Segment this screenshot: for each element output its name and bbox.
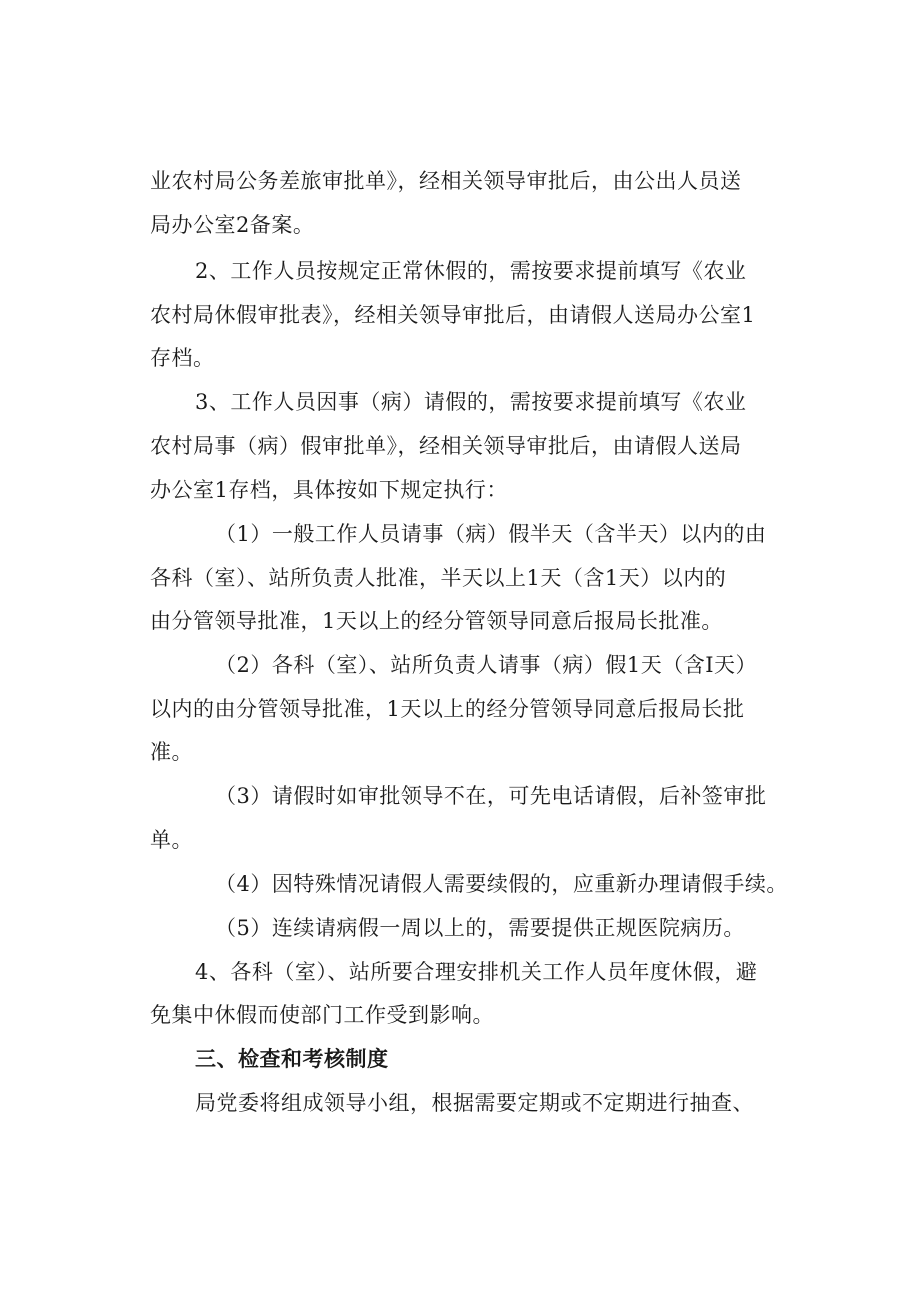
paragraph-line: 业农村局公务差旅审批单》，经相关领导审批后，由公出人员送: [150, 169, 742, 193]
paragraph-line: 准。: [150, 740, 193, 764]
paragraph-line: （3）请假时如审批领导不在，可先电话请假，后补签审批: [215, 784, 767, 808]
paragraph-line: （2）各科（室）、站所负责人请事（病）假1天（含I天）: [215, 653, 758, 677]
paragraph-line: 农村局事（病）假审批单》，经相关领导审批后，由请假人送局: [150, 434, 742, 458]
section-heading: 三、检查和考核制度: [195, 1047, 389, 1071]
paragraph-line: 3、工作人员因事（病）请假的，需按要求提前填写《农业: [195, 390, 747, 414]
paragraph-line: （5）连续请病假一周以上的，需要提供正规医院病历。: [215, 916, 745, 940]
paragraph-line: 农村局休假审批表》，经相关领导审批后，由请假人送局办公室1: [150, 303, 756, 327]
paragraph-line: 各科（室）、站所负责人批准，半天以上1天（含1天）以内的: [150, 566, 727, 590]
paragraph-line: 局办公室2备案。: [150, 213, 315, 237]
paragraph-line: 由分管领导批准，1天以上的经分管领导同意后报局长批准。: [150, 609, 723, 633]
paragraph-line: 单。: [150, 828, 193, 852]
paragraph-line: 2、工作人员按规定正常休假的，需按要求提前填写《农业: [195, 259, 747, 283]
paragraph-line: 存档。: [150, 346, 215, 370]
paragraph-line: （4）因特殊情况请假人需要续假的，应重新办理请假手续。: [215, 872, 788, 896]
paragraph-line: 4、各科（室）、站所要合理安排机关工作人员年度休假，避: [195, 960, 758, 984]
paragraph-line: 免集中休假而使部门工作受到影响。: [150, 1003, 494, 1027]
paragraph-line: 办公室1存档，具体按如下规定执行：: [150, 478, 508, 502]
paragraph-line: 以内的由分管领导批准，1天以上的经分管领导同意后报局长批: [150, 697, 745, 721]
paragraph-line: （1）一般工作人员请事（病）假半天（含半天）以内的由: [215, 522, 767, 546]
paragraph-line: 局党委将组成领导小组，根据需要定期或不定期进行抽查、: [195, 1091, 754, 1115]
